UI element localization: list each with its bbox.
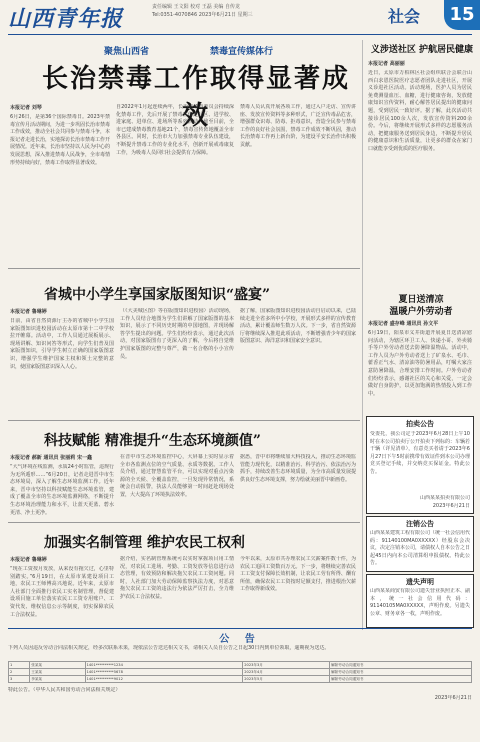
section-rule-3 <box>8 522 360 523</box>
ad-notice-1 <box>366 516 474 572</box>
table-row <box>9 669 472 676</box>
public-notice-date: 2023年6月21日 <box>434 694 472 701</box>
article3-byline: 本报记者 郝新 通讯员 张丽莉 宋一鑫 <box>10 455 92 461</box>
lead-body-col2: 自2022年1月起连续两年，长治市禁毒委员会持续深化禁毒工作，先后开展了禁毒宣传进社区、进学校、进家庭、进单位、进场所等系列活动。截至目前，全市已建成禁毒教育基地21个，禁毒宣传阵地覆盖全市各县区。同时，长治市大力加强禁毒专业队伍建设，不断提升禁毒工作的专业化水平，创新开展戒毒康复工作，为吸毒人员回归社会提供有力保障。 <box>116 104 234 156</box>
masthead-rule <box>8 34 472 35</box>
side2-body: 6月19日，阳泉市义井街道开展夏日送清凉慰问活动，为辖区环卫工人、快递小哥、外卖骑手等户外劳动者送去防暑降温物品。活动中，工作人员为户外劳动者送上了矿泉水、毛巾、藿香正气水、清凉油等防暑用品，叮嘱大家注意防暑降温，合理安排工作时间。户外劳动者们纷纷表示，感谢社区的关心和关爱，一定会做好自身防护，以更加饱满的热情投入到工作中。 <box>368 330 472 397</box>
table-cell: 1401**********5678 <box>85 669 243 676</box>
side1-headline: 义涉送社区 护航居民健康 <box>370 45 474 55</box>
article4-byline: 本报记者 鲁琳婷 <box>10 557 47 563</box>
side2-byline: 本报记者 盛存峰 通讯员 孙文平 <box>368 321 439 327</box>
article2-headline: 省城中小学生享国家版图知识“盛宴” <box>44 287 271 303</box>
table-cell: 解除劳动合同通知书 <box>330 669 472 676</box>
article4-body-col1: “现在工资按月发放，从来没有拖欠过，心里特别踏实。”6月19日，在太原市某建设项目工地，农民工王师傅高兴地说。近年来，太原市人社部门全面推行农民工实名制管理，督促建设项目施工单位落实农民工工资专用账户、工资代发、维权信息公示等制度，切实保障农民工合法权益。 <box>10 566 114 618</box>
article2-body-col3: 据了解，国家版图知识进校园活动自启动以来，已陆续走进全省多所中小学校，开展形式多样的宣传教育活动，累计覆盖师生数万人次。下一步，省自然资源厅将继续深入推进此项活动，不断增强青少年的国家版图意识、海洋意识和国家安全意识。 <box>240 308 356 345</box>
lead-kicker-right: 禁毒宣传媒体行 <box>210 47 274 57</box>
auction-notice-date: 2023年6月21日 <box>432 502 470 509</box>
page-number: 15 <box>444 0 480 30</box>
article3-headline: 科技赋能 精准提升“生态环境颜值” <box>44 433 261 449</box>
lead-body-col1: 6月26日，是第36个国际禁毒日。2023年禁毒宣传月活动期间，为进一步巩固长治市禁毒工作成效，推动全社会共同参与禁毒斗争，本报记者走进长治，实地探访长治市禁毒工作开展情况。近年来，长治市坚持以人民为中心的发展思想，深入推进禁毒人民战争，全市毒情形势持续向好，禁毒工作取得显著成效。 <box>10 114 110 166</box>
table-row <box>9 662 472 669</box>
table-cell: 2 <box>9 669 30 676</box>
table-cell: 2023年3月 <box>243 662 330 669</box>
article3-body-col1: “大气环境在线监测，水质24小时监管，违规行为无所遁形……”6月20日，记者走进晋中市生态环境局，深入了解生态环境监测工作。近年来，晋中市坚持以科技赋能生态环境监管，建成了覆盖全市的生态环境监测网络，不断提升生态环境治理能力和水平，让蓝天更蓝、碧水更清、净土更净。 <box>10 464 114 516</box>
table-cell: 李某某 <box>30 676 85 683</box>
section-rule-1 <box>8 268 360 269</box>
article3-body-col3: 据悉，晋中市将继续加大科技投入，推动生态环境监管能力现代化，以精准治污、科学治污、依法治污为抓手，持续改善生态环境质量，为全市高质量发展提供良好生态环境支撑，努力绘就美丽晋中新画卷。 <box>240 454 356 483</box>
public-notice-footer: 特此公告。（中华人民共和国劳动合同法相关规定） <box>8 687 121 693</box>
ad-notice-1-body: 山西某某建筑工程有限公司（统一社会信用代码：91140100MA0XXXXX）经股东会决议，决定注销本公司，请债权人自本公告之日起45日内向本公司清算组申报债权。特此公告。 <box>370 530 470 567</box>
section-name: 社会 <box>388 7 421 26</box>
ad-notice-2-title: 遗失声明 <box>406 578 434 586</box>
article4-body-col3: 今年以来，太原市共办理农民工欠薪案件数十件，为农民工追回工资数百万元。下一步，将继续完善农民工工资支付保障长效机制，让农民工劳有所得、酬有所值，确保农民工工资按时足额支付，推进根治欠薪工作取得新成效。 <box>240 556 356 593</box>
table-cell: 王某某 <box>30 669 85 676</box>
auction-notice-signature: 山西某某拍卖有限公司 <box>419 495 470 501</box>
public-notice <box>8 630 472 702</box>
side1-byline: 本报记者 高丽丽 <box>368 61 405 67</box>
auction-notice <box>366 416 474 514</box>
article2-body-col2: （《大美城区图》等在版图知识进校园）活动现场，工作人员结合地图为学生们讲解了国家版图的基本知识，展示了不同历史时期的中国地图，并现场解答学生提出的问题。学生们纷纷表示，通过此次活动，对国家版图有了更深入的了解，今后将自觉维护国家版图的完整与尊严，做一名合格的小小宣传员。 <box>120 308 234 360</box>
section-rule-2 <box>8 420 360 421</box>
side2-headline-line2: 温暖户外劳动者 <box>389 307 453 317</box>
lead-body-col3: 禁毒人员认真开展各项工作，通过入户走访、宣传讲座、发放宣传资料等多种形式，广泛宣传毒品危害，增强群众识毒、防毒、拒毒意识，营造全民参与禁毒工作的良好社会氛围，禁毒工作成效不断巩固，推动长治禁毒工作再上新台阶，为建设平安长治作出积极贡献。 <box>240 104 356 148</box>
table-cell: 1401**********1234 <box>85 662 243 669</box>
table-cell: 解除劳动合同通知书 <box>330 662 472 669</box>
masthead-date: Tel:0351-4070846 2023年6月21日 星期三 <box>152 12 253 18</box>
article4-headline: 加强实名制管理 维护农民工权利 <box>44 535 245 551</box>
lead-kicker-left: 聚焦山西省 <box>104 47 150 57</box>
article2-byline: 本报记者 鲁琳婷 <box>10 309 47 315</box>
newspaper-logo: 山西青年报 <box>8 6 124 32</box>
table-cell: 张某某 <box>30 662 85 669</box>
ad-notice-1-title: 注销公告 <box>406 520 434 528</box>
editor-credits: 责任编辑 王文阳 校对 王磊 美编 自传龙 <box>152 4 240 10</box>
auction-notice-body: 受委托，我公司定于2023年6月28日上午10时在本公司拍卖厅公开拍卖下列标的：车辆若干辆（详见清单），有意竞买者请于2023年6月27日下午5时前携带有效证件到本公司办理竞买登记手续，并交纳竞买保证金。特此公告。 <box>370 431 470 475</box>
lead-byline: 本报记者 刘琴 <box>10 105 42 111</box>
article4-body-col2: 据介绍，实名制管理系统可以实时掌握项目用工情况，对农民工进场、考勤、工资发放等信息进行动态管理，有效预防和解决拖欠农民工工资问题。同时，人社部门加大劳动保障监察执法力度，对恶意拖欠农民工工资的违法行为依法严厉打击，全力维护农民工合法权益。 <box>120 556 234 600</box>
side1-body: 近日，太原市万柏林区社会组织联合会联合山西白求恩医院医疗志愿者团队走进社区，开展义诊进社区活动。活动现场，医护人员为居民免费测量血压、血糖，进行健康咨询，发放健康知识宣传资料，耐心解答居民提出的健康问题，受到居民一致好评。据了解，此次活动共接诊居民100余人次，发放宣传资料200余份。今后，将继续开展形式多样的志愿服务活动，把健康服务送到居民身边，不断提升居民的健康意识和生活质量，让更多的群众在家门口就能享受到优质的医疗服务。 <box>368 70 472 152</box>
table-cell: 解除劳动合同通知书 <box>330 676 472 683</box>
public-notice-title: 公 告 <box>219 634 261 645</box>
lead-headline: 长治禁毒工作取得显著成效 <box>41 64 350 131</box>
masthead-info <box>152 3 253 19</box>
table-cell: 1 <box>9 662 30 669</box>
notice-rule <box>8 628 472 629</box>
column-divider <box>362 40 363 630</box>
public-notice-intro: 下列人员因违反劳动合同法相关规定，经多次联系未果，现依法公告送达相关文书，请相关人员自公告之日起30日内到单位领取，逾期视为送达。 <box>8 645 330 651</box>
table-cell: 2023年5月 <box>243 676 330 683</box>
auction-notice-title: 拍卖公告 <box>406 420 434 428</box>
article3-body-col2: 在晋中市生态环境监控中心，大屏幕上实时显示着全市各监测点位的空气质量、水质等数据。工作人员介绍，通过智慧监管平台，可以实现对重点污染源的全天候、全覆盖监控，一旦发现异常情况，系统会自动报警，执法人员能够第一时间赶赴现场处置，大大提高了环境执法效率。 <box>120 454 234 498</box>
article2-body-col1: 日前，由省自然资源厅主办的省城中小学生国家版图知识进校园活动在太原市第十二中学校拉开帷幕。活动中，工作人员通过展板展示、现场讲解、知识问答等形式，向学生们普及国家版图知识，引导学生树立正确的国家版图意识，增强学生维护国家主权和领土完整的意识，使国家版图意识深入人心。 <box>10 318 114 370</box>
side2-headline-line1: 夏日送清凉 <box>398 295 444 305</box>
table-cell: 3 <box>9 676 30 683</box>
ad-notice-2 <box>366 574 474 628</box>
table-row <box>9 676 472 683</box>
ad-notice-2-body: 山西某某商贸有限公司遗失营业执照正本、副本，统一社会信用代码：91140105MA0XXXXX，声明作废。另遗失公章、财务章各一枚，声明作废。 <box>370 588 470 617</box>
table-cell: 1401**********9012 <box>85 676 243 683</box>
public-notice-table <box>8 661 472 683</box>
table-cell: 2023年4月 <box>243 669 330 676</box>
